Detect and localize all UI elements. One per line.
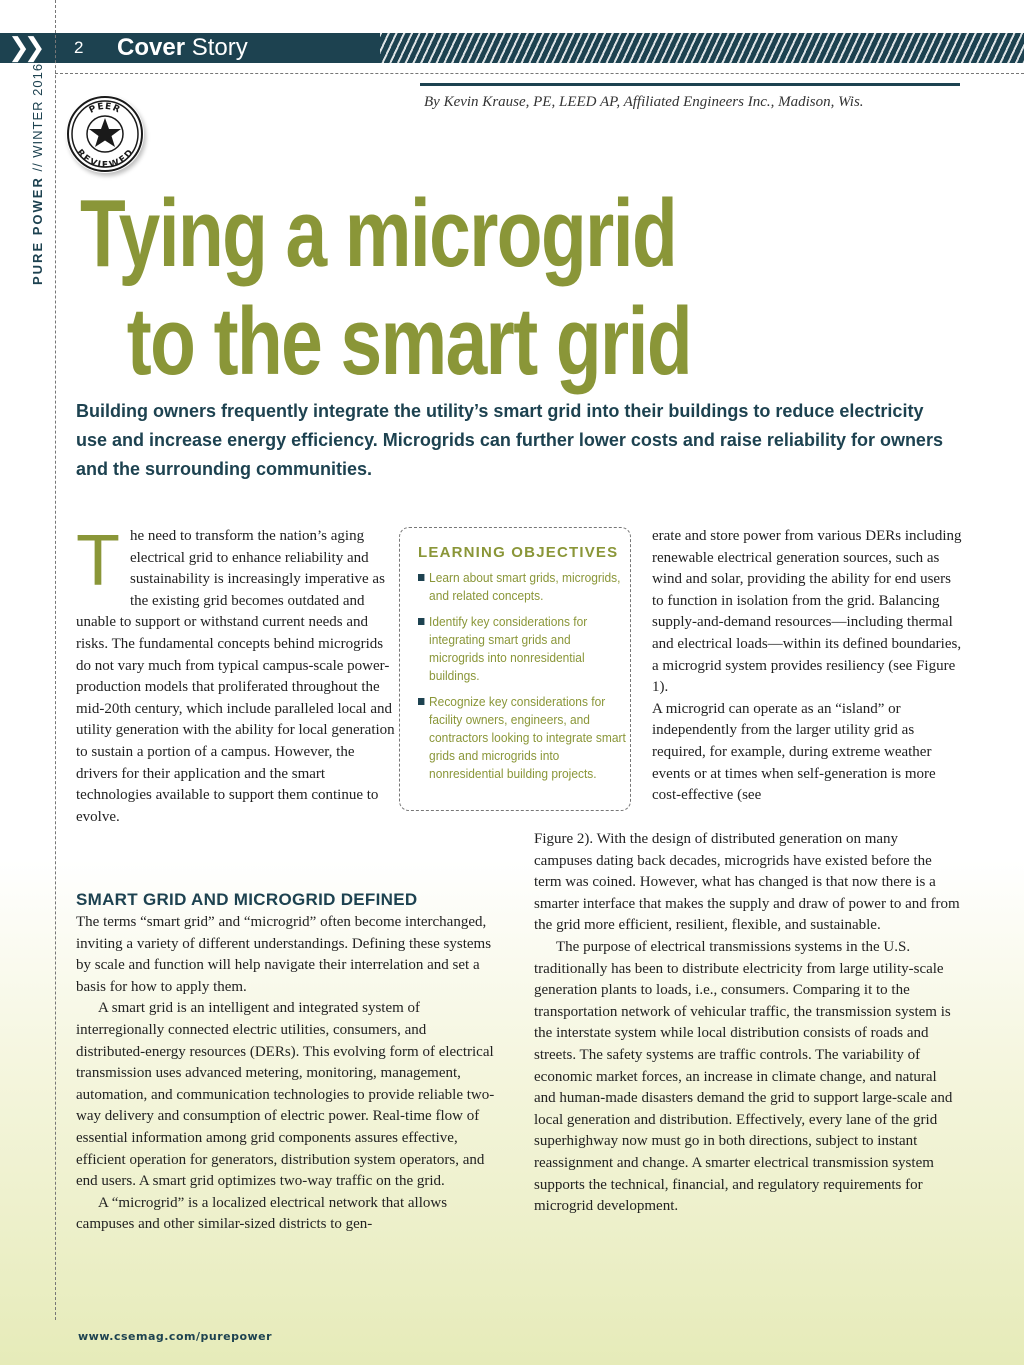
page-number: 2 bbox=[74, 38, 84, 57]
paragraph: A “microgrid” is a localized electrical network that allows campuses and other similar-sized districts to gen- bbox=[76, 1194, 448, 1233]
title-line-1: Tying a microgrid bbox=[80, 180, 677, 287]
paragraph: Figure 2). With the design of distributed generation on many campuses dating back decades, microgrids have existed before the term was coined. However, what has changed is that now there is a smarter interface that makes the supply and draw of power to and from the grid more efficient, resilient, flexible, and sustainable. bbox=[534, 831, 960, 934]
learning-objectives-box bbox=[399, 527, 631, 811]
byline: By Kevin Krause, PE, LEED AP, Affiliated Engineers Inc., Madison, Wis. bbox=[424, 94, 864, 110]
paragraph: A microgrid can operate as an “island” or independently from the larger utility grid as required, for example, during extreme weather events or at times when self-generation is more cost-effective (see bbox=[652, 700, 936, 804]
paragraph: A smart grid is an intelligent and integrated system of interregionally connected electric utilities, consumers, and distributed-energy resources (DERs). This evolving form of electrical transmission uses advanced metering, monitoring, management, automation, and communication technologies to provide reliable two-way delivery and consumption of electric power. Real-time flow of essential information among grid components assures effective, efficient operation for generators, distribution system operators, and end users. A smart grid optimizes two-way traffic on the grid. bbox=[76, 1000, 495, 1190]
header-hatch-pattern bbox=[380, 33, 1024, 63]
subhead-smart-grid: SMART GRID AND MICROGRID DEFINED bbox=[76, 890, 418, 909]
learning-objectives-heading: LEARNING OBJECTIVES bbox=[418, 544, 619, 561]
objective-item: Learn about smart grids, microgrids, and related concepts. bbox=[418, 569, 627, 605]
article-column-right-bottom bbox=[534, 829, 960, 1218]
title-line-2: to the smart grid bbox=[126, 288, 692, 395]
article-deck: Building owners frequently integrate the utility’s smart grid into their buildings to reduce electricity use and increase energy efficiency. Microgrids can further lower costs and raise reliability for owners and the surrounding communities. bbox=[76, 401, 943, 479]
objective-item: Identify key considerations for integrating smart grids and microgrids into nonresidential buildings. bbox=[418, 613, 627, 685]
publication-sidebar: PURE POWER // WINTER 2016 bbox=[30, 62, 45, 285]
margin-dashed-rule bbox=[55, 0, 56, 1320]
article-column-right-top bbox=[652, 526, 962, 807]
article-column-left-bottom bbox=[76, 872, 496, 1236]
section-header-bar bbox=[0, 33, 1024, 63]
article-column-left-top bbox=[76, 521, 396, 828]
peer-reviewed-badge bbox=[66, 95, 144, 173]
svg-text:PEER: PEER bbox=[87, 101, 123, 116]
header-dashed-rule bbox=[55, 73, 1024, 74]
paragraph: The purpose of electrical transmissions systems in the U.S. traditionally has been to distribute electricity from large utility-scale generation plants to loads, i.e., consumers. Comparing it to the transportation network of vehicular traffic, the transmission system is the interstate system while local distribution consists of roads and streets. The safety systems are traffic controls. The variability of economic market forces, an increase in climate change, and natural and human-made disasters demand the grid to support large-scale and local generation and distribution. Effectively, every lane of the grid superhighway now must go in both directions, subject to instant reassignment and change. A smarter electrical transmission system supports the technical, financial, and regulatory requirements for microgrid development. bbox=[534, 938, 953, 1215]
section-title: Cover Story bbox=[117, 34, 248, 61]
byline-rule bbox=[420, 83, 960, 86]
footer-url: www.csemag.com/purepower bbox=[78, 1330, 273, 1343]
drop-cap: T bbox=[76, 521, 120, 601]
svg-text:REVIEWED: REVIEWED bbox=[74, 147, 136, 171]
objective-item: Recognize key considerations for facility owners, engineers, and contractors looking to integrate smart grids and microgrids into nonresidential building projects. bbox=[418, 693, 627, 783]
learning-objectives-list bbox=[418, 569, 626, 791]
double-chevron-icon: ❯❯ bbox=[8, 33, 40, 63]
intro-paragraph: he need to transform the nation’s aging electrical grid to enhance reliability and sustainability is increasingly imperative as the existing grid becomes outdated and unable to support or withstand current needs and risks. The fundamental concepts behind microgrids do not vary much from typical campus-scale power-production models that proliferated throughout the mid-20th century, which include paralleled local and utility generation with the ability for local generation to sustain a portion of a campus. However, the drivers for their application and the smart technologies available to support them continue to evolve. bbox=[76, 528, 395, 825]
paragraph: The terms “smart grid” and “microgrid” often become interchanged, inviting a variety of different understandings. Defining these systems by scale and function will help navigate their interrelation and set a basis for how to apply them. bbox=[76, 914, 492, 995]
paragraph: erate and store power from various DERs including renewable electrical generation sources, such as wind and solar, providing the ability for end users to function in isolation from the grid. Balancing supply-and-demand resources—including thermal and electrical loads—within its defined boundaries, a microgrid system provides resiliency (see Figure 1). bbox=[652, 528, 962, 696]
article-title bbox=[80, 180, 691, 396]
